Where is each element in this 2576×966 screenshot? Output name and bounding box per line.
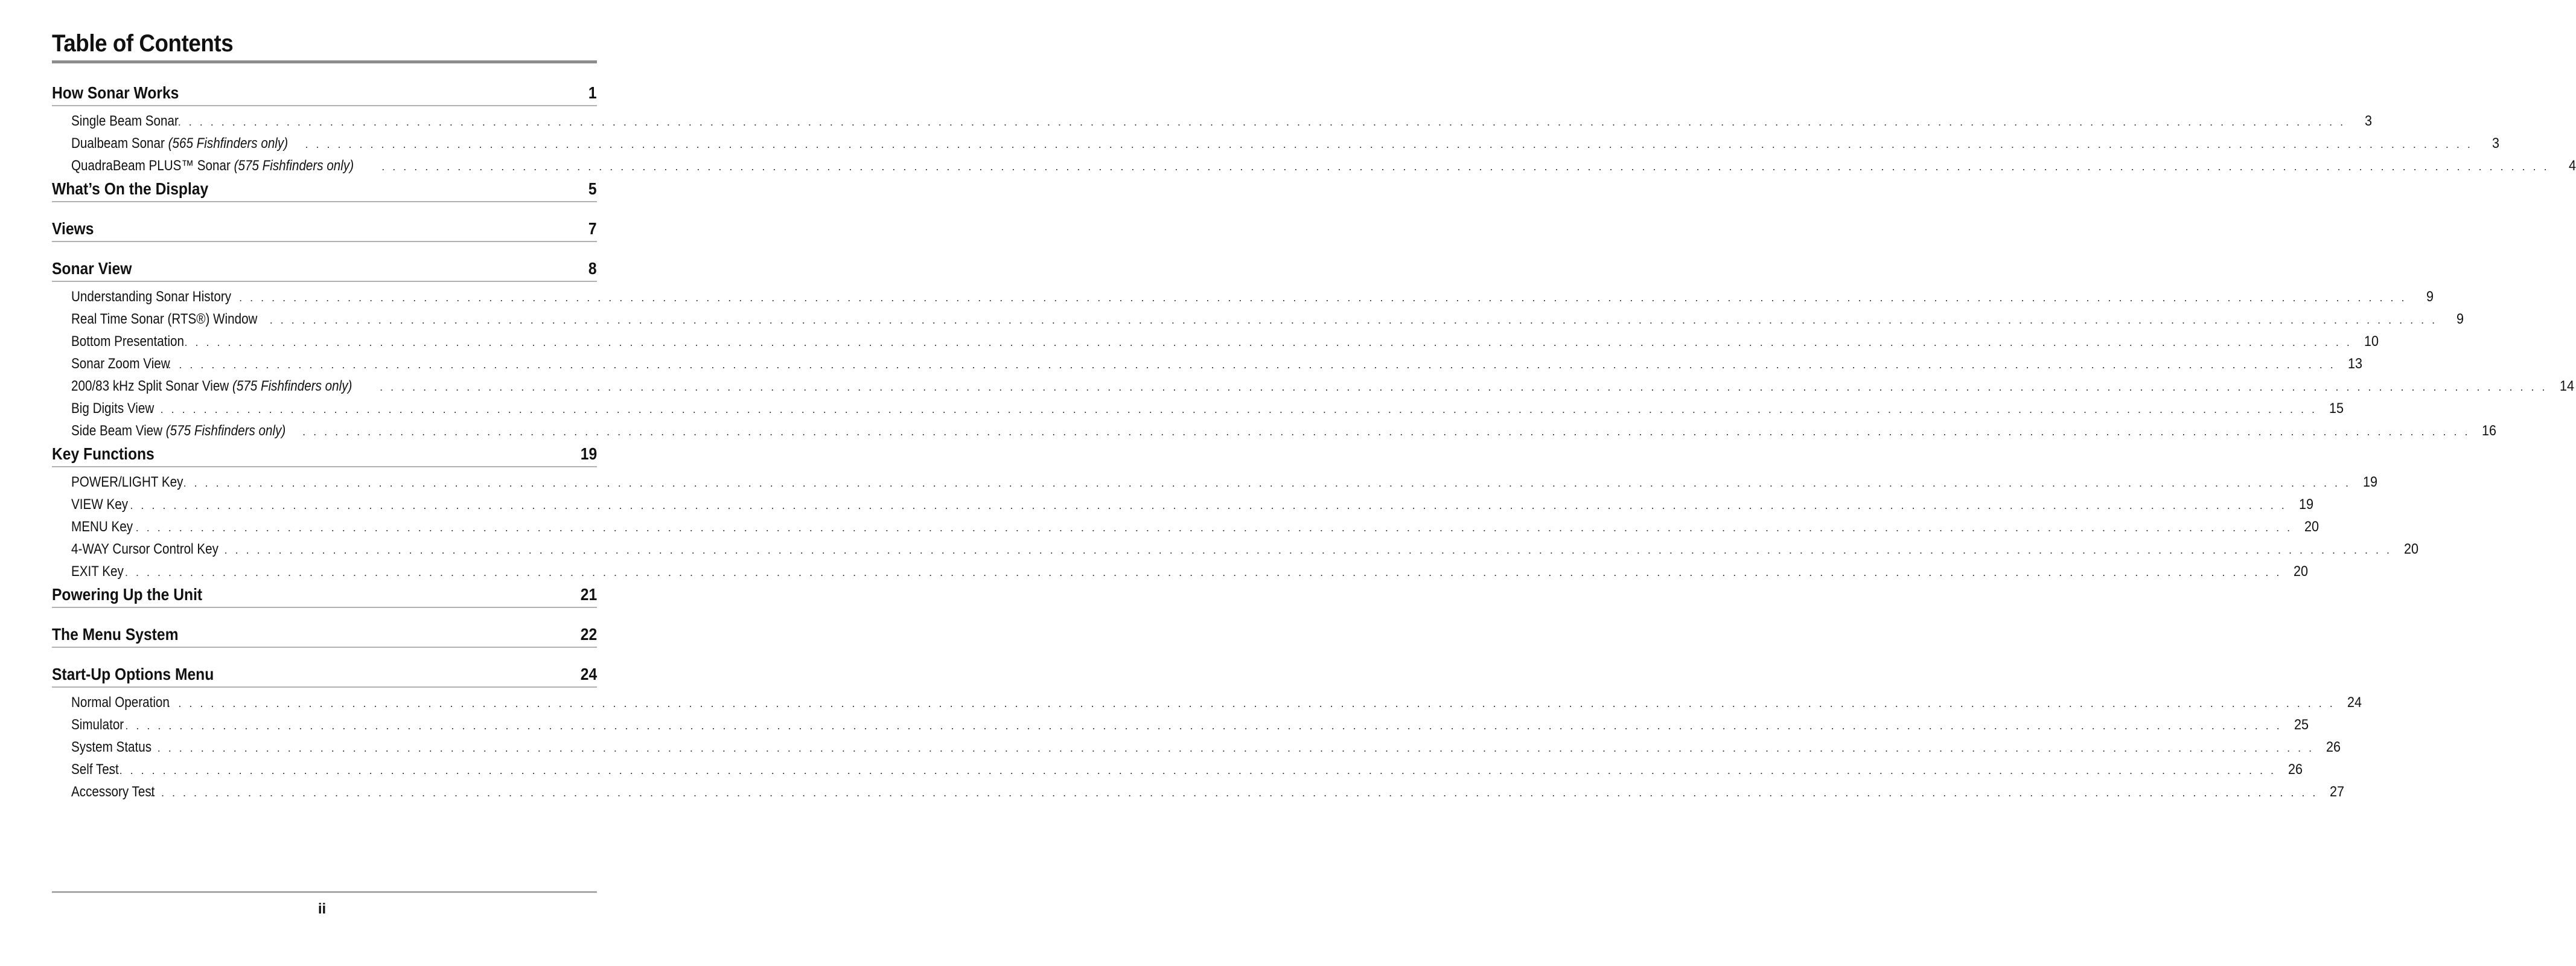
toc-entry-text: 200/83 kHz Split Sonar View [71,378,232,394]
toc-section-page: 21 [580,585,597,604]
toc-entry[interactable] [52,691,2362,714]
toc-entry[interactable] [52,493,2313,516]
toc-entry[interactable] [52,308,2464,330]
toc-entry-text: MENU Key [71,519,133,535]
title-rule [52,60,597,63]
toc-entry-label [71,308,257,330]
toc-section-title: Powering Up the Unit [52,585,203,604]
toc-entry-label [71,714,124,736]
toc-entry[interactable] [52,538,2419,560]
toc-section-title: How Sonar Works [52,83,179,102]
toc-section[interactable] [52,217,597,242]
dot-leader: . . . . . . . . . . . . . . . . . . . . . . . . . . . . . . . . . . . . . . . . . . . . . . . . . . . . . . . . . . . . . . . . . . . . . . . . . . . . . . . . . . . . . . . . . . . . . . . . . . . . . . . . . . . . . . . . . . . . . . . . . . . . . . . . . . . . . . . . . . . . . . . . . . . . . . . . . . . . . . . . . . . . . . . . . . . . . . . . . . . . . . . . . . . . . . . . . . . . . . . . [114,720,2282,732]
toc-entry-note: (575 Fishfinders only) [165,423,286,439]
toc-entry-page: 24 [2347,694,2362,711]
toc-entry-page: 10 [2364,333,2379,350]
toc-entry-text: POWER/LIGHT Key [71,474,183,490]
toc-entry-label [71,493,128,516]
toc-entry-list [52,106,2576,177]
toc-entry-label [71,538,218,560]
toc-section-page: 7 [588,219,597,238]
toc-entry-label [71,560,124,583]
dot-leader: . . . . . . . . . . . . . . . . . . . . . . . . . . . . . . . . . . . . . . . . . . . . . . . . . . . . . . . . . . . . . . . . . . . . . . . . . . . . . . . . . . . . . . . . . . . . . . . . . . . . . . . . . . . . . . . . . . . . . . . . . . . . . . . . . . . . . . . . . . . . . . . . . . . . . . . . . . . . . . . . . . . . . . . . . . . . . . . . . . . . . . . . . . . . . . . . . . . . . . . . [146,742,2315,754]
toc-entry-label [71,155,354,177]
toc-entry-page: 3 [2365,113,2373,129]
toc-entry-page: 26 [2287,761,2303,778]
toc-section-title: Sonar View [52,259,132,278]
toc-entry-page: 9 [2456,311,2464,327]
dot-leader: . . . . . . . . . . . . . . . . . . . . . . . . . . . . . . . . . . . . . . . . . . . . . . . . . . . . . . . . . . . . . . . . . . . . . . . . . . . . . . . . . . . . . . . . . . . . . . . . . . . . . . . . . . . . . . . . . . . . . . . . . . . . . . . . . . . . . . . . . . . . . . . . . . . . . . . . . . . . . . . . . . . . . . . . . . . . . . . . . . . . . . . . . . . . . . . . . . . . . . . . [168,359,2336,371]
toc-entry-text: Side Beam View [71,423,166,439]
toc-entry-label [71,516,133,538]
dot-leader: . . . . . . . . . . . . . . . . . . . . . . . . . . . . . . . . . . . . . . . . . . . . . . . . . . . . . . . . . . . . . . . . . . . . . . . . . . . . . . . . . . . . . . . . . . . . . . . . . . . . . . . . . . . . . . . . . . . . . . . . . . . . . . . . . . . . . . . . . . . . . . . . . . . . . . . . . . . . . . . . . . . . . . . . . . . . . . . . . . . . . . . . . . . . . . . . . . . . . . . . [224,544,2393,556]
toc-entry[interactable] [52,758,2303,781]
toc-entry-text: Simulator [71,717,124,733]
toc-section-page: 22 [580,625,597,644]
toc-entry-text: Normal Operation [71,694,170,711]
toc-entry-note: (575 Fishfinders only) [232,378,352,394]
toc-entry-label [71,691,170,714]
toc-entry[interactable] [52,375,2574,397]
dot-leader: . . . . . . . . . . . . . . . . . . . . . . . . . . . . . . . . . . . . . . . . . . . . . . . . . . . . . . . . . . . . . . . . . . . . . . . . . . . . . . . . . . . . . . . . . . . . . . . . . . . . . . . . . . . . . . . . . . . . . . . . . . . . . . . . . . . . . . . . . . . . . . . . . . . . . . . . . . . . . . . . . . . . . . . . . . . . . . . . . . . . . . . . . . . . . . . . . . . . . . . . [167,697,2335,709]
toc-entry[interactable] [52,330,2379,353]
toc-entry-text: Big Digits View [71,400,155,417]
dot-leader: . . . . . . . . . . . . . . . . . . . . . . . . . . . . . . . . . . . . . . . . . . . . . . . . . . . . . . . . . . . . . . . . . . . . . . . . . . . . . . . . . . . . . . . . . . . . . . . . . . . . . . . . . . . . . . . . . . . . . . . . . . . . . . . . . . . . . . . . . . . . . . . . . . . . . . . . . . . . . . . . . . . . . . . . . . . . . . . . . . . . . . . . . . . . . . . . . . . . . . . . [124,522,2293,534]
toc-entry-list [52,467,2419,583]
toc-entry-label [71,758,119,781]
toc-entry-label [71,471,183,493]
toc-entry[interactable] [52,132,2499,155]
toc-section[interactable] [52,622,597,648]
section-gap [52,202,597,217]
toc-entry[interactable] [52,110,2373,132]
toc-entry-page: 14 [2559,378,2574,394]
dot-leader: . . . . . . . . . . . . . . . . . . . . . . . . . . . . . . . . . . . . . . . . . . . . . . . . . . . . . . . . . . . . . . . . . . . . . . . . . . . . . . . . . . . . . . . . . . . . . . . . . . . . . . . . . . . . . . . . . . . . . . . . . . . . . . . . . . . . . . . . . . . . . . . . . . . . . . . . . . . . . . . . . . . . . . . . . . . . . . . . . . . . . . . . . . . . . . . . . . . . . . . . [184,336,2352,348]
dot-leader: . . . . . . . . . . . . . . . . . . . . . . . . . . . . . . . . . . . . . . . . . . . . . . . . . . . . . . . . . . . . . . . . . . . . . . . . . . . . . . . . . . . . . . . . . . . . . . . . . . . . . . . . . . . . . . . . . . . . . . . . . . . . . . . . . . . . . . . . . . . . . . . . . . . . . . . . . . . . . . . . . . . . . . . . . . . . . . . . . . . . . . . . . . . . . . . . . . . . . . . . [269,314,2438,326]
toc-entry[interactable] [52,714,2309,736]
toc-entry-label [71,110,179,132]
toc-entry-page: 20 [2304,519,2319,535]
toc-entry-label [71,286,231,308]
toc-entry-page: 26 [2326,739,2341,755]
toc-entry-text: EXIT Key [71,563,124,580]
toc-entry[interactable] [52,353,2362,375]
toc-entry-page: 4 [2568,158,2576,174]
toc-entry-page: 19 [2362,474,2377,490]
toc-entry-note: (565 Fishfinders only) [168,135,289,152]
toc-section[interactable] [52,177,597,202]
toc-entry-label [71,397,154,420]
toc-entry[interactable] [52,420,2497,442]
toc-entry-label [71,781,155,803]
toc-section-page: 24 [580,665,597,683]
toc-entry-label [71,353,170,375]
toc-section[interactable] [52,583,597,608]
section-gap [52,242,597,257]
dot-leader: . . . . . . . . . . . . . . . . . . . . . . . . . . . . . . . . . . . . . . . . . . . . . . . . . . . . . . . . . . . . . . . . . . . . . . . . . . . . . . . . . . . . . . . . . . . . . . . . . . . . . . . . . . . . . . . . . . . . . . . . . . . . . . . . . . . . . . . . . . . . . . . . . . . . . . . . . . . . . . . . . . . . . . . . . . . . . . . . . . . . . . . . . . . . . . . . . . . . . . . . [113,566,2282,578]
dot-leader: . . . . . . . . . . . . . . . . . . . . . . . . . . . . . . . . . . . . . . . . . . . . . . . . . . . . . . . . . . . . . . . . . . . . . . . . . . . . . . . . . . . . . . . . . . . . . . . . . . . . . . . . . . . . . . . . . . . . . . . . . . . . . . . . . . . . . . . . . . . . . . . . . . . . . . . . . . . . . . . . . . . . . . . . . . . . . . . . . . . . . . . . . . . . . . . . . . . . . . . . [149,403,2318,415]
dot-leader: . . . . . . . . . . . . . . . . . . . . . . . . . . . . . . . . . . . . . . . . . . . . . . . . . . . . . . . . . . . . . . . . . . . . . . . . . . . . . . . . . . . . . . . . . . . . . . . . . . . . . . . . . . . . . . . . . . . . . . . . . . . . . . . . . . . . . . . . . . . . . . . . . . . . . . . . . . . . . . . . . . . . . . . . . . . . . . . . . . . . . . . . . . . . . . . . . . . . . . . . [381,161,2549,173]
toc-section-title: Views [52,219,94,238]
dot-leader: . . . . . . . . . . . . . . . . . . . . . . . . . . . . . . . . . . . . . . . . . . . . . . . . . . . . . . . . . . . . . . . . . . . . . . . . . . . . . . . . . . . . . . . . . . . . . . . . . . . . . . . . . . . . . . . . . . . . . . . . . . . . . . . . . . . . . . . . . . . . . . . . . . . . . . . . . . . . . . . . . . . . . . . . . . . . . . . . . . . . . . . . . . . . . . . . . . . . . . . . [183,477,2351,489]
toc-entry-text: Understanding Sonar History [71,289,232,305]
toc-section[interactable] [52,442,597,467]
toc-entry-text: 4-WAY Cursor Control Key [71,541,218,557]
toc-entry-page: 9 [2426,289,2434,305]
toc-entry-text: Sonar Zoom View [71,356,170,372]
toc-entry[interactable] [52,736,2341,758]
toc-entry-note: (575 Fishfinders only) [234,158,354,174]
toc-entry[interactable] [52,471,2377,493]
toc-entry-page: 13 [2347,356,2362,372]
toc-entry-label [71,375,352,397]
toc-section[interactable] [52,81,597,106]
dot-leader: . . . . . . . . . . . . . . . . . . . . . . . . . . . . . . . . . . . . . . . . . . . . . . . . . . . . . . . . . . . . . . . . . . . . . . . . . . . . . . . . . . . . . . . . . . . . . . . . . . . . . . . . . . . . . . . . . . . . . . . . . . . . . . . . . . . . . . . . . . . . . . . . . . . . . . . . . . . . . . . . . . . . . . . . . . . . . . . . . . . . . . . . . . . . . . . . . . . . . . . . [150,787,2318,799]
toc-section-page: 5 [588,179,597,198]
toc-entry-page: 25 [2294,717,2309,733]
toc-entry-text: Self Test [71,761,119,778]
toc-entry-text: VIEW Key [71,496,129,513]
toc-entry-text: Dualbeam Sonar [71,135,168,152]
toc-section-page: 19 [580,444,597,463]
toc-section[interactable] [52,662,597,688]
toc-entry[interactable] [52,397,2344,420]
toc-entry[interactable] [52,560,2309,583]
toc-entry[interactable] [52,781,2345,803]
dot-leader: . . . . . . . . . . . . . . . . . . . . . . . . . . . . . . . . . . . . . . . . . . . . . . . . . . . . . . . . . . . . . . . . . . . . . . . . . . . . . . . . . . . . . . . . . . . . . . . . . . . . . . . . . . . . . . . . . . . . . . . . . . . . . . . . . . . . . . . . . . . . . . . . . . . . . . . . . . . . . . . . . . . . . . . . . . . . . . . . . . . . . . . . . . . . . . . . . . . . . . . . [108,764,2276,776]
toc-entry-page: 19 [2298,496,2313,513]
toc-entry-label [71,420,285,442]
toc-section-title: The Menu System [52,625,179,644]
dot-leader: . . . . . . . . . . . . . . . . . . . . . . . . . . . . . . . . . . . . . . . . . . . . . . . . . . . . . . . . . . . . . . . . . . . . . . . . . . . . . . . . . . . . . . . . . . . . . . . . . . . . . . . . . . . . . . . . . . . . . . . . . . . . . . . . . . . . . . . . . . . . . . . . . . . . . . . . . . . . . . . . . . . . . . . . . . . . . . . . . . . . . . . . . . . . . . . . . . . . . . . . [239,292,2407,304]
toc-entry-text: System Status [71,739,152,755]
toc-entry-list [52,688,2362,803]
toc-entry-text: Single Beam Sonar [71,113,179,129]
page-number: ii [317,901,327,917]
table-of-contents [52,81,2576,803]
toc-entry-page: 20 [2294,563,2309,580]
toc-entry-text: Real Time Sonar (RTS®) Window [71,311,258,327]
toc-entry-label [71,736,151,758]
toc-entry[interactable] [52,286,2434,308]
toc-entry-label [71,330,184,353]
dot-leader: . . . . . . . . . . . . . . . . . . . . . . . . . . . . . . . . . . . . . . . . . . . . . . . . . . . . . . . . . . . . . . . . . . . . . . . . . . . . . . . . . . . . . . . . . . . . . . . . . . . . . . . . . . . . . . . . . . . . . . . . . . . . . . . . . . . . . . . . . . . . . . . . . . . . . . . . . . . . . . . . . . . . . . . . . . . . . . . . . . . . . . . . . . . . . . . . . . . . . . . . [305,138,2473,150]
toc-entry[interactable] [52,155,2576,177]
toc-entry-label [71,132,288,155]
toc-section-page: 8 [588,259,597,278]
dot-leader: . . . . . . . . . . . . . . . . . . . . . . . . . . . . . . . . . . . . . . . . . . . . . . . . . . . . . . . . . . . . . . . . . . . . . . . . . . . . . . . . . . . . . . . . . . . . . . . . . . . . . . . . . . . . . . . . . . . . . . . . . . . . . . . . . . . . . . . . . . . . . . . . . . . . . . . . . . . . . . . . . . . . . . . . . . . . . . . . . . . . . . . . . . . . . . . . . . . . . . . . [119,499,2287,511]
toc-entry-page: 27 [2330,784,2345,800]
toc-entry-text: Accessory Test [71,784,155,800]
section-gap [52,608,597,622]
toc-section-title: Start-Up Options Menu [52,665,214,683]
toc-entry[interactable] [52,516,2319,538]
page-title: Table of Contents [52,30,234,57]
dot-leader: . . . . . . . . . . . . . . . . . . . . . . . . . . . . . . . . . . . . . . . . . . . . . . . . . . . . . . . . . . . . . . . . . . . . . . . . . . . . . . . . . . . . . . . . . . . . . . . . . . . . . . . . . . . . . . . . . . . . . . . . . . . . . . . . . . . . . . . . . . . . . . . . . . . . . . . . . . . . . . . . . . . . . . . . . . . . . . . . . . . . . . . . . . . . . . . . . . . . . . . . [302,426,2470,438]
toc-section-title: What’s On the Display [52,179,209,198]
toc-entry-list [52,282,2574,442]
toc-section-page: 1 [588,83,597,102]
toc-section[interactable] [52,257,597,282]
section-gap [52,648,597,662]
toc-entry-page: 15 [2329,400,2344,417]
toc-entry-page: 3 [2492,135,2499,152]
dot-leader: . . . . . . . . . . . . . . . . . . . . . . . . . . . . . . . . . . . . . . . . . . . . . . . . . . . . . . . . . . . . . . . . . . . . . . . . . . . . . . . . . . . . . . . . . . . . . . . . . . . . . . . . . . . . . . . . . . . . . . . . . . . . . . . . . . . . . . . . . . . . . . . . . . . . . . . . . . . . . . . . . . . . . . . . . . . . . . . . . . . . . . . . . . . . . . . . . . . . . . . . [177,116,2346,128]
dot-leader: . . . . . . . . . . . . . . . . . . . . . . . . . . . . . . . . . . . . . . . . . . . . . . . . . . . . . . . . . . . . . . . . . . . . . . . . . . . . . . . . . . . . . . . . . . . . . . . . . . . . . . . . . . . . . . . . . . . . . . . . . . . . . . . . . . . . . . . . . . . . . . . . . . . . . . . . . . . . . . . . . . . . . . . . . . . . . . . . . . . . . . . . . . . . . . . . . . . . . . . . [380,381,2548,393]
toc-entry-text: QuadraBeam PLUS™ Sonar [71,158,234,174]
toc-entry-page: 20 [2403,541,2419,557]
footer-rule [52,891,597,893]
toc-entry-text: Bottom Presentation [71,333,185,350]
toc-entry-page: 16 [2482,423,2497,439]
toc-section-title: Key Functions [52,444,155,463]
